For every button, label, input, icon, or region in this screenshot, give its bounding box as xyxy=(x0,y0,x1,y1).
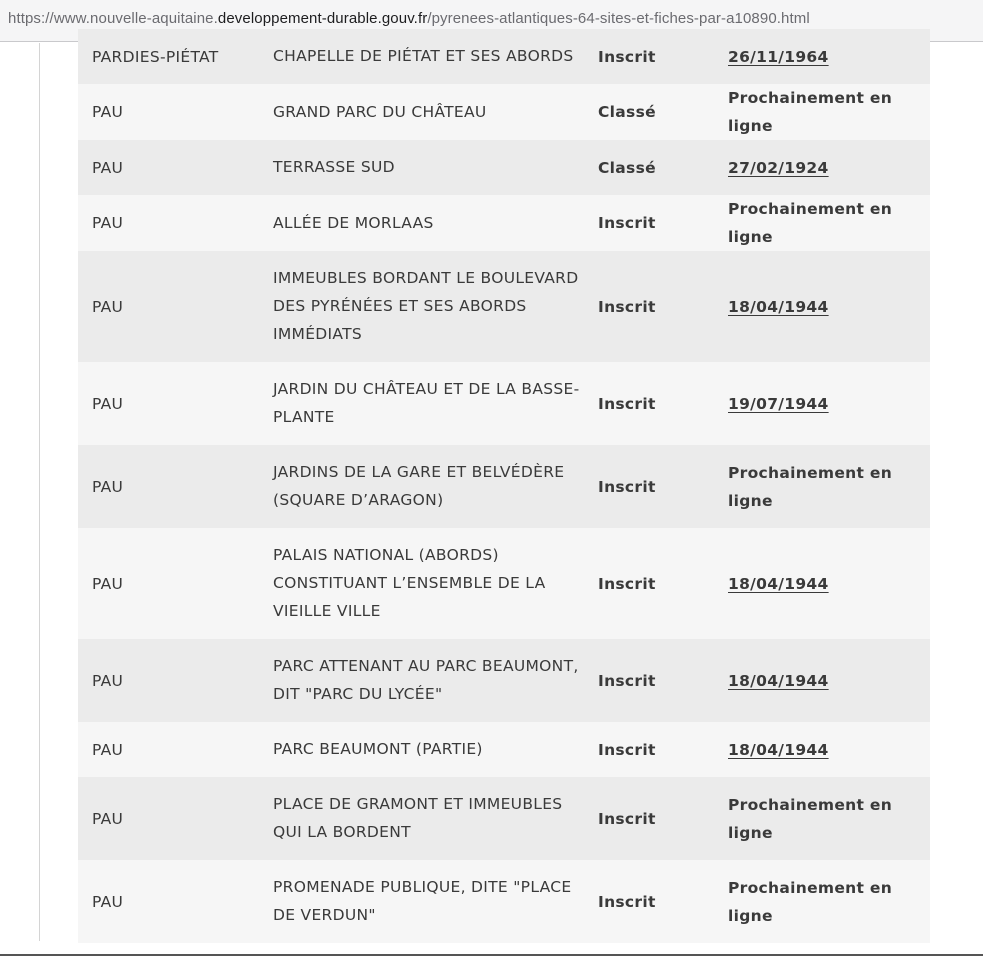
site-name: ALLÉE DE MORLAAS xyxy=(273,213,434,232)
status-cell: Inscrit xyxy=(598,777,728,860)
status-cell: Inscrit xyxy=(598,722,728,777)
date-cell xyxy=(728,722,930,777)
site-cell xyxy=(273,639,598,722)
decree-date-text: Prochainement en ligne xyxy=(728,89,893,135)
commune-cell: PAU xyxy=(78,84,273,140)
decree-date-link[interactable]: 18/04/1944 xyxy=(728,297,829,316)
site-cell xyxy=(273,722,598,777)
sites-table-body xyxy=(78,29,930,943)
table-row xyxy=(78,84,930,140)
table-row xyxy=(78,29,930,84)
commune-cell: PAU xyxy=(78,722,273,777)
decree-date-link[interactable]: 18/04/1944 xyxy=(728,671,829,690)
table-row xyxy=(78,860,930,943)
site-cell xyxy=(273,251,598,362)
site-cell xyxy=(273,445,598,528)
site-name: PROMENADE PUBLIQUE, DITE "PLACE DE VERDUN" xyxy=(273,878,572,924)
date-cell xyxy=(728,860,930,943)
decree-date-text: Prochainement en ligne xyxy=(728,878,893,925)
site-cell xyxy=(273,195,598,251)
site-name: GRAND PARC DU CHÂTEAU xyxy=(273,102,487,121)
decree-date-link[interactable]: 18/04/1944 xyxy=(728,574,829,593)
site-cell xyxy=(273,777,598,860)
window-bottom-edge xyxy=(0,954,983,956)
url-prefix: https://www.nouvelle-aquitaine. xyxy=(8,10,218,27)
commune-cell: PAU xyxy=(78,777,273,860)
decree-date-text: Prochainement en ligne xyxy=(728,200,893,246)
status-cell: Inscrit xyxy=(598,445,728,528)
site-name: PARC ATTENANT AU PARC BEAUMONT, DIT "PARC DU LYCÉE" xyxy=(273,657,579,703)
commune-cell: PAU xyxy=(78,860,273,943)
site-name: PARC BEAUMONT (PARTIE) xyxy=(273,740,483,758)
table-row xyxy=(78,140,930,195)
decree-date-link[interactable]: 19/07/1944 xyxy=(728,394,829,413)
commune-cell: PAU xyxy=(78,251,273,362)
status-cell: Inscrit xyxy=(598,29,728,84)
decree-date-link[interactable]: 27/02/1924 xyxy=(728,158,829,177)
status-cell: Inscrit xyxy=(598,251,728,362)
table-row xyxy=(78,445,930,528)
table-row xyxy=(78,639,930,722)
status-cell: Classé xyxy=(598,84,728,140)
table-row xyxy=(78,251,930,362)
status-cell: Inscrit xyxy=(598,195,728,251)
site-cell xyxy=(273,29,598,84)
date-cell xyxy=(728,140,930,195)
site-cell xyxy=(273,528,598,639)
date-cell xyxy=(728,84,930,140)
commune-cell: PARDIES-PIÉTAT xyxy=(78,29,273,84)
date-cell xyxy=(728,251,930,362)
site-name: TERRASSE SUD xyxy=(273,158,395,176)
status-cell: Inscrit xyxy=(598,860,728,943)
site-cell xyxy=(273,84,598,140)
date-cell xyxy=(728,639,930,722)
date-cell xyxy=(728,528,930,639)
status-cell: Inscrit xyxy=(598,639,728,722)
date-cell xyxy=(728,445,930,528)
commune-cell: PAU xyxy=(78,362,273,445)
date-cell xyxy=(728,362,930,445)
status-cell: Classé xyxy=(598,140,728,195)
site-name: JARDINS DE LA GARE ET BELVÉDÈRE (SQUARE D’ARAGON) xyxy=(273,463,565,509)
content-left-border xyxy=(39,43,40,941)
decree-date-link[interactable]: 26/11/1964 xyxy=(728,47,829,66)
decree-date-link[interactable]: 18/04/1944 xyxy=(728,740,829,759)
date-cell xyxy=(728,195,930,251)
site-name: CHAPELLE DE PIÉTAT ET SES ABORDS xyxy=(273,47,574,65)
site-name: PALAIS NATIONAL (ABORDS) CONSTITUANT L’ENSEMBLE DE LA VIEILLE VILLE xyxy=(273,546,546,620)
table-row xyxy=(78,528,930,639)
commune-cell: PAU xyxy=(78,195,273,251)
table-row xyxy=(78,195,930,251)
sites-table-container xyxy=(78,29,930,957)
table-row xyxy=(78,722,930,777)
commune-cell: PAU xyxy=(78,445,273,528)
site-cell xyxy=(273,140,598,195)
site-cell xyxy=(273,860,598,943)
url-domain: developpement-durable.gouv.fr xyxy=(217,10,428,27)
sites-table xyxy=(78,29,930,943)
table-row xyxy=(78,777,930,860)
address-url[interactable] xyxy=(8,10,810,27)
commune-cell: PAU xyxy=(78,639,273,722)
commune-cell: PAU xyxy=(78,528,273,639)
table-row xyxy=(78,362,930,445)
date-cell xyxy=(728,29,930,84)
status-cell: Inscrit xyxy=(598,362,728,445)
site-name: PLACE DE GRAMONT ET IMMEUBLES QUI LA BORDENT xyxy=(273,795,563,841)
site-name: JARDIN DU CHÂTEAU ET DE LA BASSE-PLANTE xyxy=(273,380,580,426)
url-path: /pyrenees-atlantiques-64-sites-et-fiches-par-a10890.html xyxy=(427,10,810,27)
site-cell xyxy=(273,362,598,445)
date-cell xyxy=(728,777,930,860)
decree-date-text: Prochainement en ligne xyxy=(728,463,893,510)
site-name: IMMEUBLES BORDANT LE BOULEVARD DES PYRÉNÉES ET SES ABORDS IMMÉDIATS xyxy=(273,269,579,343)
status-cell: Inscrit xyxy=(598,528,728,639)
commune-cell: PAU xyxy=(78,140,273,195)
decree-date-text: Prochainement en ligne xyxy=(728,795,893,842)
